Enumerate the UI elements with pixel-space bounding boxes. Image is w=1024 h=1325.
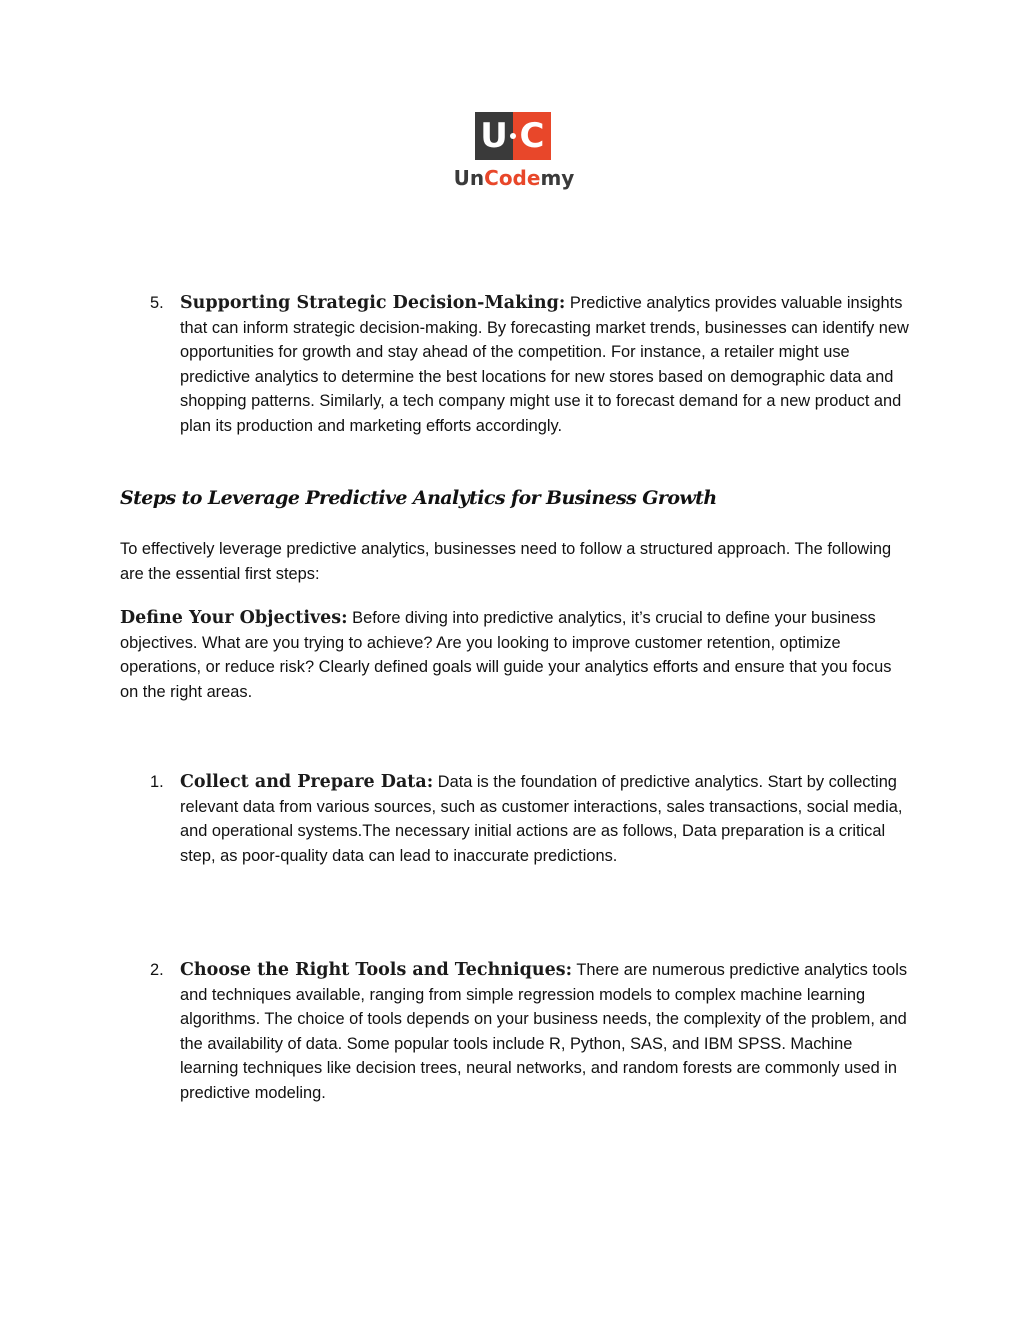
logo-word-part2: Code	[484, 166, 541, 190]
logo-mark-left: U	[475, 112, 513, 160]
objectives-paragraph	[120, 606, 910, 704]
list-item-lead: Supporting Strategic Decision-Making:	[180, 293, 566, 313]
section-intro: To effectively leverage predictive analytics, businesses need to follow a structured approach. The following are the essential first steps:	[120, 540, 892, 583]
list-item-text: There are numerous predictive analytics tools and techniques available, ranging from simple regression models to complex machine learning algorithms. The choice of tools depends on your business needs, the complexity of the problem, and the availability of data. Some popular tools include R, Python, SAS, and IBM SPSS. Machine learning techniques like decision trees, neural networks, and random forests are commonly used in predictive modeling.	[180, 961, 908, 1102]
objectives-text: Before diving into predictive analytics, it’s crucial to define your business objectives. What are you trying to achieve? Are you looking to improve customer retention, optimize operations, or reduce risk? Clearly defined goals will guide your analytics efforts and ensure that you focus on the right areas.	[120, 609, 892, 701]
logo-dot	[510, 133, 516, 139]
section-heading: Steps to Leverage Predictive Analytics for Business Growth	[120, 487, 717, 509]
list-item-body	[180, 770, 910, 868]
list-item-text: Data is the foundation of predictive analytics. Start by collecting relevant data from various sources, such as customer interactions, sales transactions, social media, and operational systems.The necessary initial actions are as follows, Data preparation is a critical step, as poor-quality data can lead to inaccurate predictions.	[180, 773, 903, 865]
uncodemy-logo	[449, 110, 579, 196]
objectives-lead: Define Your Objectives:	[120, 608, 348, 628]
list-item-collect-data	[150, 770, 910, 868]
logo-wordmark	[449, 166, 579, 190]
logo-word-part3: my	[540, 166, 575, 190]
list-item-body	[180, 958, 910, 1105]
logo-mark	[475, 112, 551, 160]
logo-mark-right: C	[513, 112, 551, 160]
list-item-strategic-decision-making	[150, 291, 910, 438]
list-item-text: Predictive analytics provides valuable insights that can inform strategic decision-making. By forecasting market trends, businesses can identify new opportunities for growth and stay ahead of the competition. For instance, a retailer might use predictive analytics to determine the best locations for new stores based on demographic data and shopping patterns. Similarly, a tech company might use it to forecast demand for a new product and plan its production and marketing efforts accordingly.	[180, 294, 909, 435]
list-item-choose-tools	[150, 958, 910, 1105]
list-number: 5.	[150, 294, 164, 312]
list-number: 1.	[150, 773, 164, 791]
logo-word-part1: Un	[453, 166, 485, 190]
list-item-lead: Choose the Right Tools and Techniques:	[180, 960, 573, 980]
list-item-body	[180, 291, 910, 438]
list-item-lead: Collect and Prepare Data:	[180, 772, 434, 792]
list-number: 2.	[150, 961, 164, 979]
